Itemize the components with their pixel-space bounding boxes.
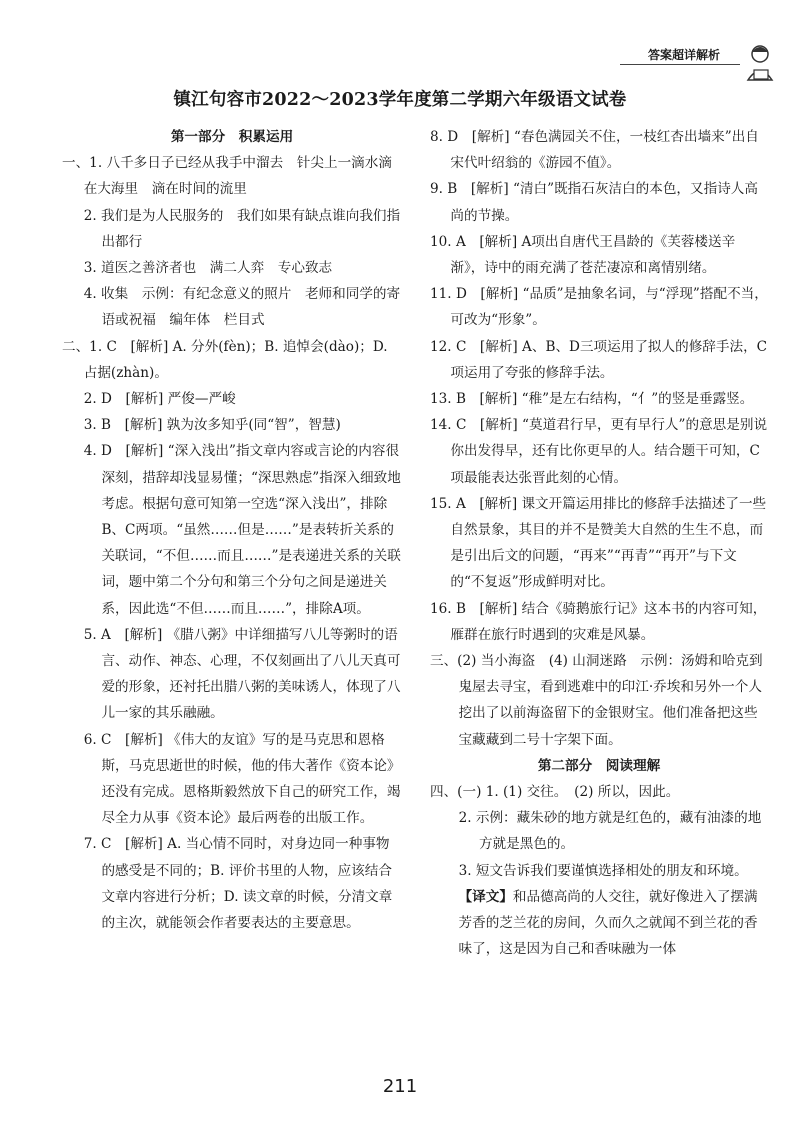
answer-item: 5. A [解析] 《腊八粥》中详细描写八儿等粥时的语言、动作、神态、心理，不仅刻画出了八儿天真可爱的形象，还衬托出腊八粥的美味诱人，体现了八儿一家的其乐融融。 <box>83 626 401 722</box>
answer-item: 13. B [解析] “稚”是左右结构，“亻”的竖是垂露竖。 <box>430 391 754 408</box>
page-number: 211 <box>382 1076 418 1097</box>
translation-text: 和品德高尚的人交往，就好像进入了摆满芳香的芝兰花的房间，久而久之就闻不到兰花的香味了，这是因为自己和香味融为一体 <box>458 888 758 958</box>
brand-logo <box>620 40 790 90</box>
answer-item: 8. D [解析] “春色满园关不住，一枝红杏出墙来”出自宋代叶绍翁的《游园不值》。 <box>430 129 759 172</box>
answer-item: 4. D [解析] “深入浅出”指文章内容或言论的内容很深刻，措辞却浅显易懂；“深思熟虑”指深入细致地考虑。根据句意可知第一空选“深入浅出”，排除B、C两项。“虽然……但是……”是表转折关系的关联词，“不但……而且……”是表递进关系的关联词，题中第二个分句和第三个分句之间是递进关系，因此选“不但……而且……”，排除A项。 <box>83 443 401 617</box>
section-heading-part2: 第二部分 阅读理解 <box>537 757 661 774</box>
answer-item: 2. 我们是为人民服务的 我们如果有缺点谁向我们指出都行 <box>83 207 401 250</box>
answer-item: 2. D [解析] 严俊—严峻 <box>83 391 236 408</box>
mascot-icon <box>738 40 782 86</box>
answer-item: 15. A [解析] 课文开篇运用排比的修辞手法描述了一些自然景象，其目的并不是赞美大自然的生生不息，而是引出后文的问题，“再来”“再青”“再开”与下文的“不复返”形成鲜明对比。 <box>430 495 767 591</box>
answer-item: 11. D [解析] “品质”是抽象名词，与“浮现”搭配不当，可改为“形象”。 <box>430 286 768 329</box>
answer-item: 一、1. 八千多日子已经从我手中溜去 针尖上一滴水滴在大海里 滴在时间的流里 <box>62 155 392 198</box>
left-column <box>62 124 402 936</box>
brand-label: 答案超详解析 <box>648 48 721 62</box>
answer-item: 7. C [解析] A. 当心情不同时，对身边同一种事物的感受是不同的；B. 评价书里的人物，应该结合文章内容进行分析；D. 读文章的时候，分清文章的主次，就能领会作者要表达的主要意思。 <box>83 836 393 932</box>
answer-item: 3. 道医之善济者也 满二人弈 专心致志 <box>83 260 333 277</box>
answer-item: 三、(2) 当小海盗 (4) 山洞迷路 示例：汤姆和哈克到鬼屋去寻宝，看到逃难中的印江·乔埃和另外一个人挖出了以前海盗留下的金银财宝。他们准备把这些宝藏藏到二号十字架下面。 <box>430 653 763 748</box>
answer-item: 3. B [解析] 孰为汝多知乎(同“智”，智慧) <box>83 417 341 434</box>
answer-item: 6. C [解析] 《伟大的友谊》写的是马克思和恩格斯，马克思逝世的时候，他的伟大著作《资本论》还没有完成。恩格斯毅然放下自己的研究工作，竭尽全力从事《资本论》最后两卷的出版工作。 <box>83 731 401 827</box>
answer-item: 四、(一) 1. (1) 交往。 (2) 所以，因此。 <box>430 784 680 801</box>
answer-item: 9. B [解析] “清白”既指石灰洁白的本色，又指诗人高尚的节操。 <box>430 181 758 224</box>
answer-item: 3. 短文告诉我们要谨慎选择相处的朋友和环境。 <box>458 862 748 879</box>
translation-tag: 【译文】 <box>458 888 513 905</box>
answer-item: 二、1. C [解析] A. 分外(fèn)；B. 追悼会(dào)；D. 占据(zhàn)。 <box>62 338 388 381</box>
section-heading-part1: 第一部分 积累运用 <box>170 129 294 145</box>
answer-item: 14. C [解析] “莫道君行早，更有早行人”的意思是别说你出发得早，还有比你更早的人。结合题干可知，C项最能表达张晋此刻的心情。 <box>430 417 768 486</box>
page-title: 镇江句容市2022～2023学年度第二学期六年级语文试卷 <box>173 90 627 110</box>
answer-item: 4. 收集 示例：有纪念意义的照片 老师和同学的寄语或祝福 编年体 栏目式 <box>83 286 401 329</box>
answer-item: 16. B [解析] 结合《骑鹅旅行记》这本书的内容可知，雁群在旅行时遇到的灾难是风暴。 <box>430 600 767 643</box>
answer-item: 2. 示例：藏朱砂的地方就是红色的，藏有油漆的地方就是黑色的。 <box>458 810 762 853</box>
right-column <box>430 124 768 963</box>
answer-item: 10. A [解析] A项出自唐代王昌龄的《芙蓉楼送辛渐》，诗中的雨充满了苍茫凄凉和离情别绪。 <box>430 233 736 277</box>
brand-underline <box>620 64 740 65</box>
answer-item: 12. C [解析] A、B、D三项运用了拟人的修辞手法，C项运用了夸张的修辞手法。 <box>430 338 768 381</box>
translation-paragraph <box>459 884 768 963</box>
